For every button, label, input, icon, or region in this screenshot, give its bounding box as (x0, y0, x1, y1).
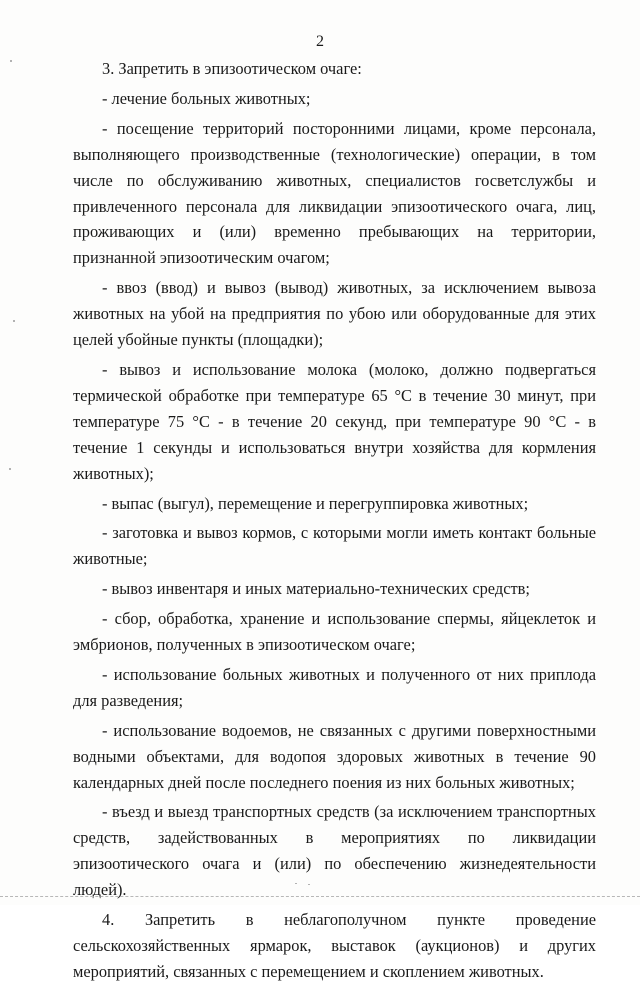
paragraph-animal-movement-ban: - ввоз (ввод) и вывоз (вывод) животных, за исключением вывоза животных на убой на предприятия по убою или оборудованные для этих целей убойные пункты (площадки); (73, 278, 596, 350)
paragraph-grazing-ban: - выпас (выгул), перемещение и перегруппировка животных; (102, 493, 529, 513)
paragraph-water-ban: - использование водоемов, не связанных с другими поверхностными водными объектами, для водопоя здоровых животных в течение 90 календарных дней после последнего поения из них больных животных; (73, 720, 596, 792)
paragraph-breeding-ban: - использование больных животных и полученного от них приплода для разведения; (73, 664, 596, 710)
scan-speck (10, 60, 12, 62)
paragraph-feed-ban: - заготовка и вывоз кормов, с которыми могли иметь контакт больные животные; (73, 523, 596, 569)
paragraph-treatment-ban: - лечение больных животных; (102, 88, 311, 108)
paragraph-vehicle-ban: - въезд и выезд транспортных средств (за исключением транспортных средств, задействованных в мероприятиях по ликвидации эпизоотического очага и (или) по обеспечению жизнедеятельности людей). (73, 802, 596, 900)
paragraph-item-4-fairs-ban: 4. Запретить в неблагополучном пункте проведение сельскохозяйственных ярмарок, выставок (аукционов) и других мероприятий, связанных с перемещением и скоплением животных. (73, 910, 596, 981)
paragraph-semen-ban: - сбор, обработка, хранение и использование спермы, яйцеклеток и эмбрионов, полученных в эпизоотическом очаге; (73, 609, 596, 655)
page-number: 2 (316, 33, 324, 50)
scan-bottom-edge (0, 896, 640, 897)
scan-speck (295, 883, 297, 884)
paragraph-equipment-ban: - вывоз инвентаря и иных материально-технических средств; (102, 579, 530, 599)
paragraph-item-3-heading: 3. Запретить в эпизоотическом очаге: (102, 59, 362, 78)
scan-speck (9, 468, 11, 470)
paragraph-milk-export-ban: - вывоз и использование молока (молоко, должно подвергаться термической обработке при температуре 65 °С в течение 30 минут, при температуре 75 °С - в течение 20 секунд, при температуре 90 °С - в течение 1 секунды и использоваться внутри хозяйства для кормления животных); (73, 359, 596, 483)
document-body (73, 56, 596, 989)
paragraph-visit-ban: - посещение территорий посторонними лицами, кроме персонала, выполняющего производственные (технологические) операции, в том числе по обслуживанию животных, специалистов госветслужбы и привлеченного персонала для ликвидации эпизоотического очага, лиц, проживающих и (или) временно пребывающих на территории, признанной эпизоотическим очагом; (73, 118, 596, 268)
scan-speck (308, 884, 310, 885)
scan-speck (13, 320, 15, 322)
